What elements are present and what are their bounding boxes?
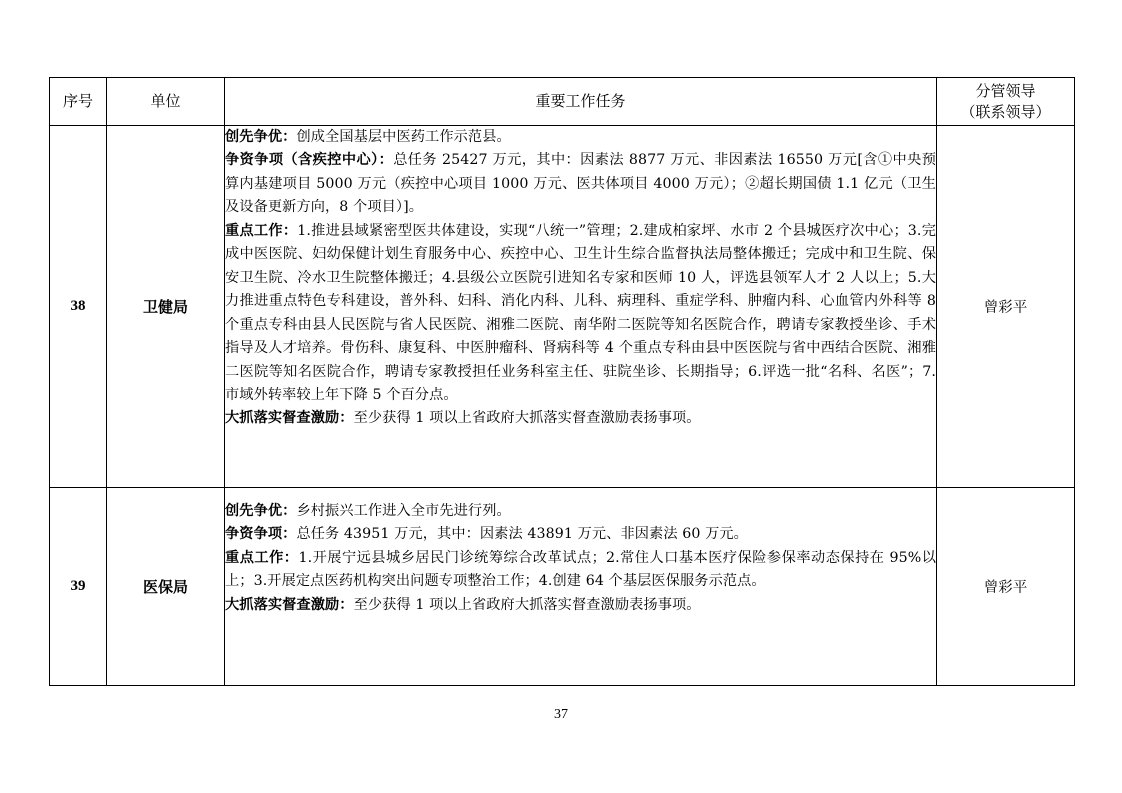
row-index: 39 bbox=[50, 488, 107, 686]
header-tasks: 重要工作任务 bbox=[225, 78, 937, 126]
task-item-text: 1.推进县域紧密型医共体建设，实现“八统一”管理；2.建成柏家坪、水市 2 个县城医疗次中心；3.完成中医医院、妇幼保健计划生育服务中心、疾控中心、卫生计生综合监督执法局整体搬迁；完成中和卫生院、保安卫生院、冷水卫生院整体搬迁；4.县级公立医院引进知名专家和医师 10 人，评选县领军人才 2 人以上；5.大力推进重点特色专科建设，普外科、妇科、消化内科、儿科、病理科、重症学科、肿瘤内科、心血管内外科等 8 个重点专科由县人民医院与省人民医院、湘雅二医院、南华附二医院等知名医院合作，聘请专家教授坐诊、手术指导及人才培养。骨伤科、康复科、中医肿瘤科、肾病科等 4 个重点专科由县中医医院与省中西结合医院、湘雅二医院等知名医院合作，聘请专家教授担任业务科室主任、驻院坐诊、长期指导；6.评选一批“名科、名医”；7.市域外转率较上年下降 5 个百分点。 bbox=[225, 222, 936, 403]
row-tasks bbox=[225, 126, 937, 488]
table-row bbox=[50, 488, 1075, 686]
task-item-text: 总任务 43951 万元，其中：因素法 43891 万元、非因素法 60 万元。 bbox=[296, 526, 748, 543]
task-item-text: 总任务 25427 万元，其中：因素法 8877 万元、非因素法 16550 万元[含①中央预算内基建项目 5000 万元（疾控中心项目 1000 万元、医共体项目 4000 万元）；②超长期国债 1.1 亿元（卫生及设备更新方向，8 个项目）]。 bbox=[225, 152, 936, 216]
task-item-label: 创先争优： bbox=[225, 503, 297, 519]
header-leader-line1: 分管领导 bbox=[975, 81, 1036, 100]
task-item bbox=[225, 523, 936, 546]
row-leader: 曾彩平 bbox=[937, 126, 1075, 488]
task-item bbox=[225, 594, 936, 617]
row-leader: 曾彩平 bbox=[937, 488, 1075, 686]
task-item-label: 大抓落实督查激励： bbox=[225, 596, 354, 613]
task-item bbox=[225, 547, 936, 594]
row-unit: 卫健局 bbox=[107, 126, 225, 488]
task-item-label: 争资争项： bbox=[225, 526, 297, 543]
task-table bbox=[49, 77, 1075, 686]
task-item-text: 至少获得 1 项以上省政府大抓落实督查激励表扬事项。 bbox=[353, 410, 701, 427]
header-index: 序号 bbox=[50, 78, 107, 126]
row-index: 38 bbox=[50, 126, 107, 488]
header-row bbox=[50, 78, 1075, 126]
header-leader bbox=[937, 78, 1075, 126]
task-item-label: 创先争优： bbox=[225, 129, 297, 145]
task-item-label: 重点工作： bbox=[225, 549, 299, 566]
task-item bbox=[225, 126, 936, 149]
task-item-text: 乡村振兴工作进入全市先进行列。 bbox=[296, 503, 511, 519]
task-item-label: 大抓落实督查激励： bbox=[225, 410, 354, 427]
header-unit: 单位 bbox=[107, 78, 225, 126]
page-number: 37 bbox=[554, 707, 568, 722]
table-row bbox=[50, 126, 1075, 488]
task-item bbox=[225, 500, 936, 523]
task-item-label: 重点工作： bbox=[225, 222, 298, 239]
header-leader-line2: （联系领导） bbox=[960, 102, 1051, 121]
row-tasks bbox=[225, 488, 937, 686]
task-item-label: 争资争项（含疾控中心）： bbox=[225, 152, 394, 169]
task-item-text: 创成全国基层中医药工作示范县。 bbox=[296, 129, 511, 145]
task-item bbox=[225, 220, 936, 408]
row-unit: 医保局 bbox=[107, 488, 225, 686]
task-item-text: 至少获得 1 项以上省政府大抓落实督查激励表扬事项。 bbox=[353, 596, 701, 613]
task-item bbox=[225, 149, 936, 219]
task-item-text: 1.开展宁远县城乡居民门诊统筹综合改革试点；2.常住人口基本医疗保险参保率动态保持在 95%以上；3.开展定点医药机构突出问题专项整治工作；4.创建 64 个基层医保服务示范点。 bbox=[225, 549, 936, 590]
task-item bbox=[225, 407, 936, 430]
